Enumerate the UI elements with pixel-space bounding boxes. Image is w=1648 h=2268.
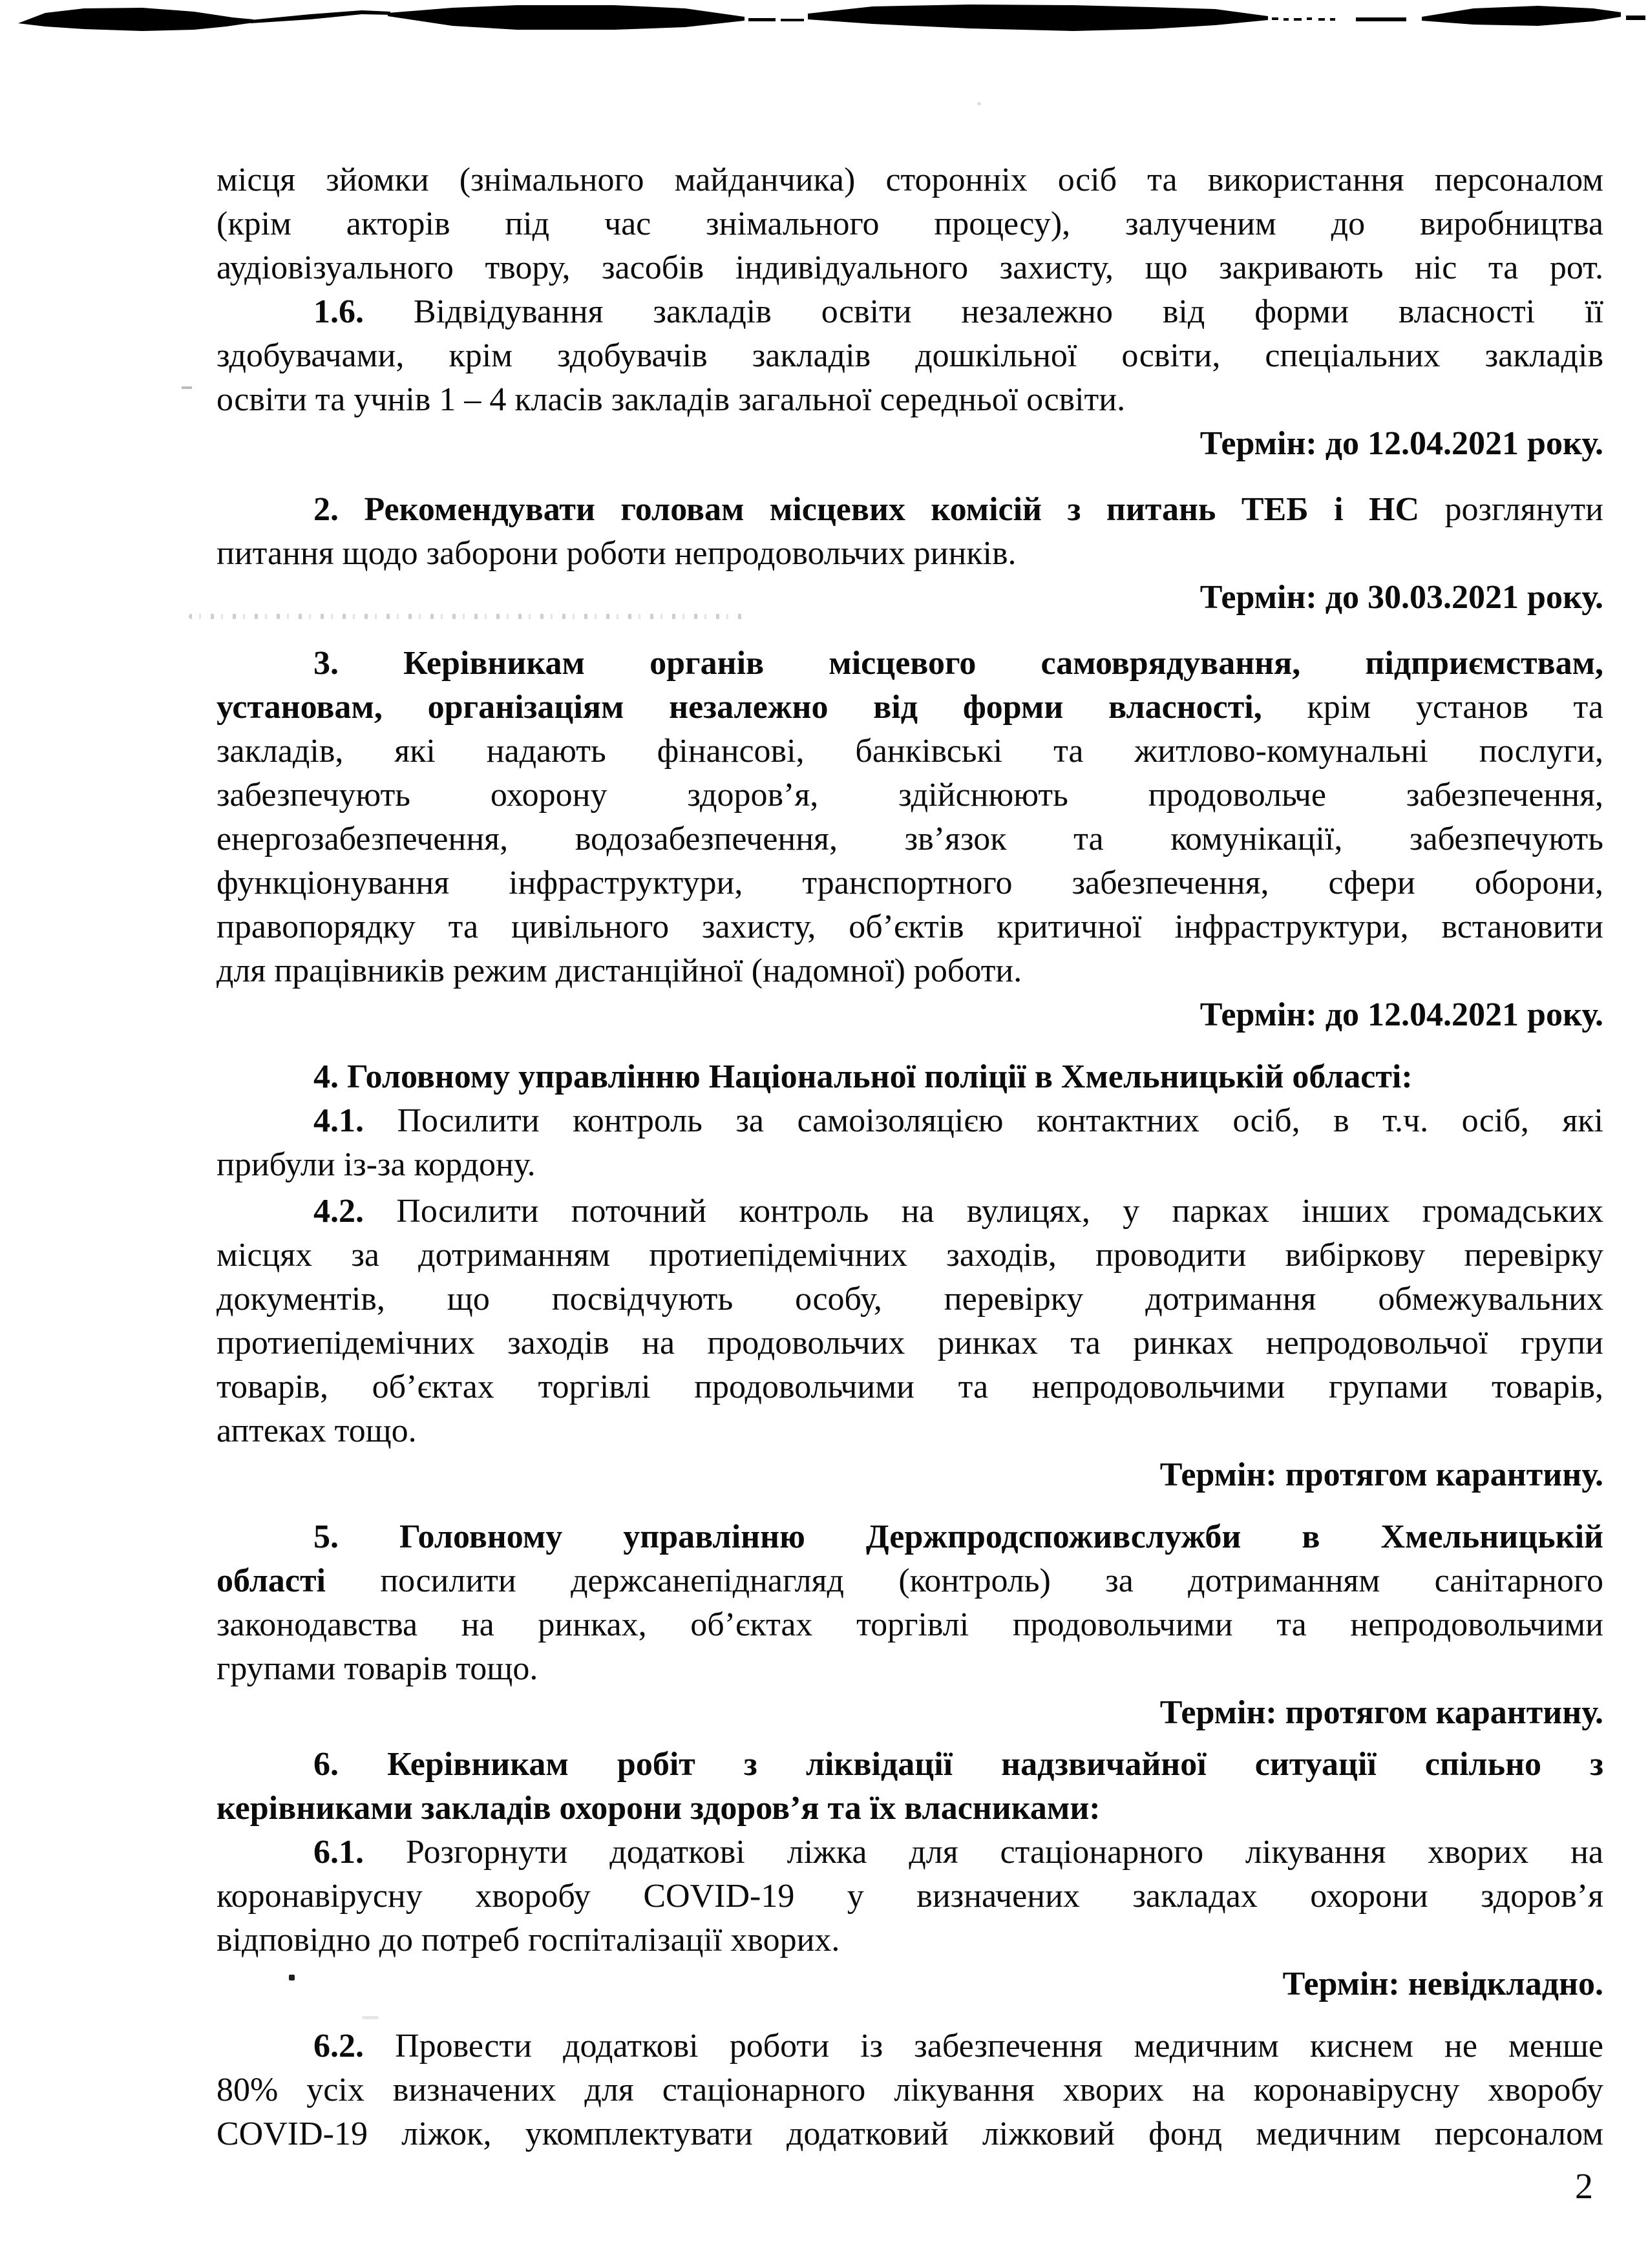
text-segment-bold: Термін: невідкладно. — [1282, 1966, 1603, 2002]
text-segment: (крім акторів під час знімального процесу), залученим до виробництва — [217, 205, 1603, 242]
text-segment: аудіовізуального твору, засобів індивідуального захисту, що закривають ніс та рот. — [217, 249, 1603, 286]
text-segment-bold: Термін: до 12.04.2021 року. — [1199, 996, 1603, 1033]
text-line — [217, 1143, 1603, 1187]
text-segment-bold: області — [217, 1562, 326, 1599]
text-line — [217, 686, 1603, 730]
text-line — [217, 1831, 1603, 1874]
text-line — [217, 1874, 1603, 1918]
text-segment: документів, що посвідчують особу, перевірку дотримання обмежувальних — [217, 1281, 1603, 1318]
text-line — [217, 158, 1603, 202]
text-line — [217, 1515, 1603, 1559]
text-segment: коронавірусну хворобу COVID-19 у визначених закладах охорони здоров’я — [217, 1878, 1603, 1915]
text-segment: Посилити поточний контроль на вулицях, у парках інших громадських — [364, 1193, 1603, 1230]
text-segment: групами товарів тощо. — [217, 1650, 538, 1687]
text-segment: Провести додаткові роботи із забезпечення медичним киснем не менше — [364, 2028, 1603, 2064]
text-segment: COVID-19 ліжок, укомплектувати додатковий ліжковий фонд медичним персоналом — [217, 2116, 1603, 2152]
text-line — [217, 1918, 1603, 1962]
text-line — [217, 2068, 1603, 2112]
text-segment: Відвідування закладів освіти незалежно від форми власності її — [364, 293, 1603, 330]
text-segment: посилити держсанепіднагляд (контроль) за дотриманням санітарного — [325, 1562, 1603, 1599]
text-segment: для працівників режим дистанційної (надомної) роботи. — [217, 952, 1022, 989]
page-number: 2 — [1575, 2167, 1593, 2207]
text-line — [217, 773, 1603, 817]
text-line — [217, 532, 1603, 576]
text-segment-bold: Термін: протягом карантину. — [1159, 1456, 1603, 1493]
text-line — [217, 1962, 1603, 2006]
text-line — [217, 422, 1603, 466]
text-line — [217, 1647, 1603, 1691]
text-line — [217, 1743, 1603, 1787]
text-segment-bold: 4.1. — [313, 1102, 364, 1139]
text-segment-bold: керівниками закладів охорони здоров’я та їх власниками: — [217, 1790, 1101, 1827]
text-line — [217, 2024, 1603, 2068]
text-line — [217, 1055, 1603, 1099]
text-segment-bold: 6.1. — [313, 1834, 364, 1871]
text-segment: Посилити контроль за самоізоляцією контактних осіб, в т.ч. осіб, які — [364, 1102, 1603, 1139]
text-segment: крім установ та — [1262, 689, 1603, 726]
text-line — [217, 1603, 1603, 1647]
text-line — [217, 1190, 1603, 1234]
text-segment-bold: 4. Головному управлінню Національної поліції в Хмельницькій області: — [313, 1058, 1413, 1095]
text-line — [217, 1559, 1603, 1603]
text-line — [217, 861, 1603, 905]
text-line — [217, 949, 1603, 993]
text-segment-bold: 4.2. — [313, 1193, 364, 1230]
text-line — [217, 1277, 1603, 1321]
text-line — [217, 642, 1603, 686]
text-line — [217, 290, 1603, 334]
text-segment: закладів, які надають фінансові, банківські та житлово-комунальні послуги, — [217, 733, 1603, 770]
text-line — [217, 488, 1603, 532]
text-segment: аптеках тощо. — [217, 1412, 417, 1449]
text-segment-bold: 6. Керівникам робіт з ліквідації надзвичайної ситуації спільно з — [313, 1746, 1603, 1783]
text-segment: розглянути — [1419, 491, 1603, 528]
text-line — [217, 378, 1603, 422]
text-segment: місцях за дотриманням протиепідемічних заходів, проводити вибіркову перевірку — [217, 1237, 1603, 1274]
text-segment: енергозабезпечення, водозабезпечення, зв’язок та комунікації, забезпечують — [217, 821, 1603, 857]
text-segment-bold: 6.2. — [313, 2028, 364, 2064]
text-segment: відповідно до потреб госпіталізації хворих. — [217, 1922, 840, 1958]
text-line — [217, 1365, 1603, 1409]
text-line — [217, 246, 1603, 290]
text-segment: питання щодо заборони роботи непродовольчих ринків. — [217, 535, 1017, 572]
text-segment-bold: 1.6. — [313, 293, 364, 330]
text-segment-bold: Термін: протягом карантину. — [1159, 1694, 1603, 1731]
text-segment: прибули із-за кордону. — [217, 1146, 536, 1183]
text-segment: протиепідемічних заходів на продовольчих ринках та ринках непродовольчої групи — [217, 1325, 1603, 1361]
text-line — [217, 1691, 1603, 1735]
text-segment-bold: установам, організаціям незалежно від форми власності, — [217, 689, 1262, 726]
text-segment: здобувачами, крім здобувачів закладів дошкільної освіти, спеціальних закладів — [217, 337, 1603, 374]
text-segment-bold: Термін: до 30.03.2021 року. — [1199, 579, 1603, 616]
text-line — [217, 334, 1603, 378]
text-line — [217, 1234, 1603, 1277]
text-segment-bold: 3. Керівникам органів місцевого самоврядування, підприємствам, — [313, 645, 1603, 682]
text-line — [217, 730, 1603, 773]
text-segment: забезпечують охорону здоров’я, здійснюють продовольче забезпечення, — [217, 777, 1603, 814]
text-segment: Розгорнути додаткові ліжка для стаціонарного лікування хворих на — [364, 1834, 1603, 1871]
text-segment-bold: Термін: до 12.04.2021 року. — [1199, 425, 1603, 462]
text-line — [217, 1787, 1603, 1831]
text-segment: законодавства на ринках, об’єктах торгівлі продовольчими та непродовольчими — [217, 1606, 1603, 1643]
text-line — [217, 202, 1603, 246]
text-segment: товарів, об’єктах торгівлі продовольчими та непродовольчими групами товарів, — [217, 1369, 1603, 1405]
text-segment: освіти та учнів 1 – 4 класів закладів загальної середньої освіти. — [217, 381, 1126, 418]
text-segment: 80% усіх визначених для стаціонарного лікування хворих на коронавірусну хворобу — [217, 2072, 1603, 2108]
text-segment: місця зйомки (знімального майданчика) сторонніх осіб та використання персоналом — [217, 162, 1603, 198]
text-line — [217, 905, 1603, 949]
text-line — [217, 1453, 1603, 1497]
text-segment-bold: 5. Головному управлінню Держпродспоживслужби в Хмельницькій — [313, 1518, 1603, 1555]
text-segment: правопорядку та цивільного захисту, об’єктів критичної інфраструктури, встановити — [217, 908, 1603, 945]
text-segment: функціонування інфраструктури, транспортного забезпечення, сфери оборони, — [217, 865, 1603, 901]
text-segment-bold: 2. Рекомендувати головам місцевих комісій з питань ТЕБ і НС — [313, 491, 1420, 528]
text-line — [217, 1321, 1603, 1365]
text-line — [217, 2112, 1603, 2156]
text-line — [217, 576, 1603, 620]
text-line — [217, 1409, 1603, 1453]
text-line — [217, 993, 1603, 1037]
text-line — [217, 817, 1603, 861]
text-line — [217, 1099, 1603, 1143]
